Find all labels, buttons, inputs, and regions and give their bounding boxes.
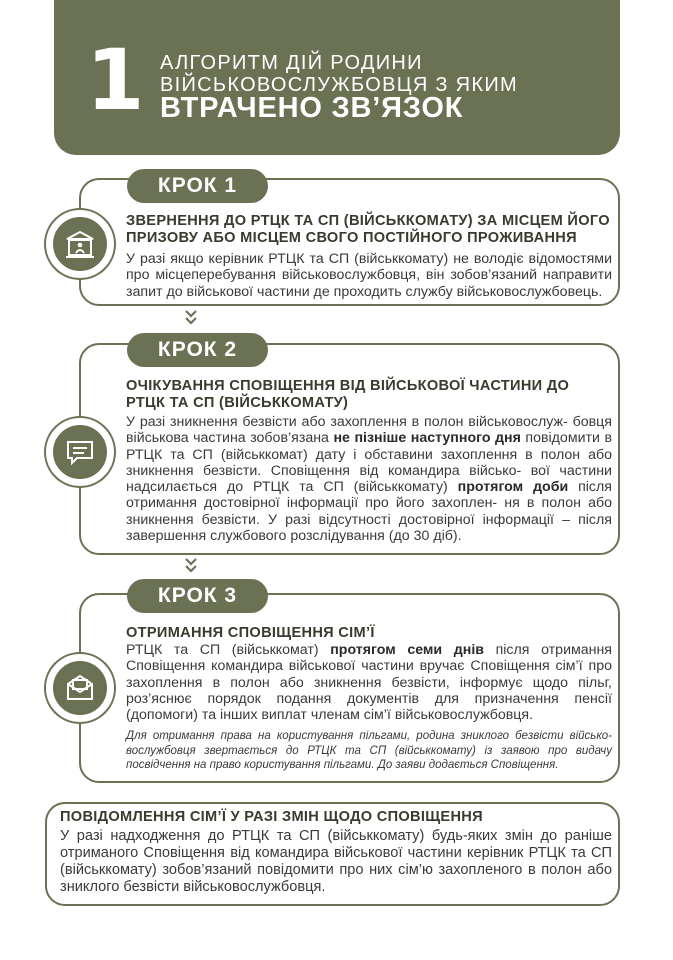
section-number: 1 bbox=[86, 31, 145, 129]
step-2-title: ОЧІКУВАННЯ СПОВІЩЕННЯ ВІД ВІЙСЬКОВОЇ ЧАСТИНИ ДО РТЦК ТА СП (ВІЙСЬККОМАТУ) bbox=[126, 378, 570, 411]
header-line-1: АЛГОРИТМ ДІЙ РОДИНИ bbox=[160, 52, 423, 74]
step-2-label: КРОК 2 bbox=[127, 333, 268, 367]
header-title: ВТРАЧЕНО ЗВ’ЯЗОК bbox=[160, 92, 464, 124]
down-arrow-icon bbox=[183, 309, 199, 327]
step-1-icon-circle bbox=[46, 210, 114, 278]
step-3-body-bold-1: протягом семи днів bbox=[330, 642, 484, 658]
step-1-label: КРОК 1 bbox=[127, 169, 268, 203]
message-icon bbox=[63, 435, 97, 469]
step-3-body bbox=[126, 642, 612, 723]
step-2-body-text-3: після отримання достовірної інформації про його захоплен- ня в полон або зникнення безвісти. У разі відсутності достовірної інформації – після завершення службового розслідування (до 30 діб). bbox=[126, 479, 612, 545]
envelope-icon bbox=[63, 671, 97, 705]
step-3-label: КРОК 3 bbox=[127, 579, 268, 613]
step-2-icon-circle bbox=[46, 418, 114, 486]
final-body: У разі надходження до РТЦК та СП (військкомату) будь-яких змін до раніше отриманого Сповіщення від командира військової частини керівник РТЦК та СП (військкомату) зобов’язаний повідомити про них сім’ю захопленого в полон або зниклого безвісти військовослужбовця. bbox=[60, 828, 612, 895]
step-2-body-text-2: повідомити в РТЦК та СП (військкомат) дату і обставини захоплення в полон або зникнення безвісти. Сповіщення від командира військо- вої частини надсилається до РТЦК та СП (військкомату) bbox=[126, 430, 612, 496]
header-line-2: ВІЙСЬКОВОСЛУЖБОВЦЯ З ЯКИМ bbox=[160, 74, 518, 96]
government-building-icon bbox=[63, 227, 97, 261]
step-3-body-text-2: після отримання Сповіщення командира військової частини вручає Сповіщення сім’ї про захоплення в полон або зникнення безвісти, інформує щодо пільг, роз’яснює порядок подання документів для призначення пенсії (допомоги) та інших виплат членам сім’ї військовослужбовця. bbox=[126, 642, 612, 724]
step-3-body-text-1: РТЦК та СП (військкомат) bbox=[126, 642, 331, 658]
step-2-body bbox=[126, 414, 612, 544]
step-3-title: ОТРИМАННЯ СПОВІЩЕННЯ СІМ’Ї bbox=[126, 625, 375, 641]
step-1-body: У разі якщо керівник РТЦК та СП (військкомату) не володіє відомостями про місцеперебування військовослужбовця, він зобов’язаний направити запит до військової частини де проходить службу військовослужбовець. bbox=[126, 251, 612, 300]
down-arrow-icon bbox=[183, 557, 199, 575]
step-2-body-bold-1: не пізніше наступного дня bbox=[333, 430, 521, 447]
step-3-icon-circle bbox=[46, 654, 114, 722]
final-title: ПОВІДОМЛЕННЯ СІМ’Ї У РАЗІ ЗМІН ЩОДО СПОВІЩЕННЯ bbox=[60, 809, 483, 825]
step-2-body-bold-2: протягом доби bbox=[457, 479, 569, 496]
step-3-note: Для отримання права на користування пільгами, родина зниклого безвісти військо- вослужбовця звертається до РТЦК та СП (військкомату) із заявою про видачу посвідчення на право користування пільгами. До заяви додається Сповіщення. bbox=[126, 730, 612, 771]
header-banner bbox=[54, 0, 620, 155]
step-1-title: ЗВЕРНЕННЯ ДО РТЦК ТА СП (ВІЙСЬККОМАТУ) ЗА МІСЦЕМ ЙОГО ПРИЗОВУ АБО МІСЦЕМ СВОГО ПОСТІЙНОГО ПРОЖИВАННЯ bbox=[126, 213, 610, 246]
step-2-body-text-1: У разі зникнення безвісти або захоплення в полон військовослуж- бовця військова частина зобов’язана bbox=[126, 414, 612, 447]
